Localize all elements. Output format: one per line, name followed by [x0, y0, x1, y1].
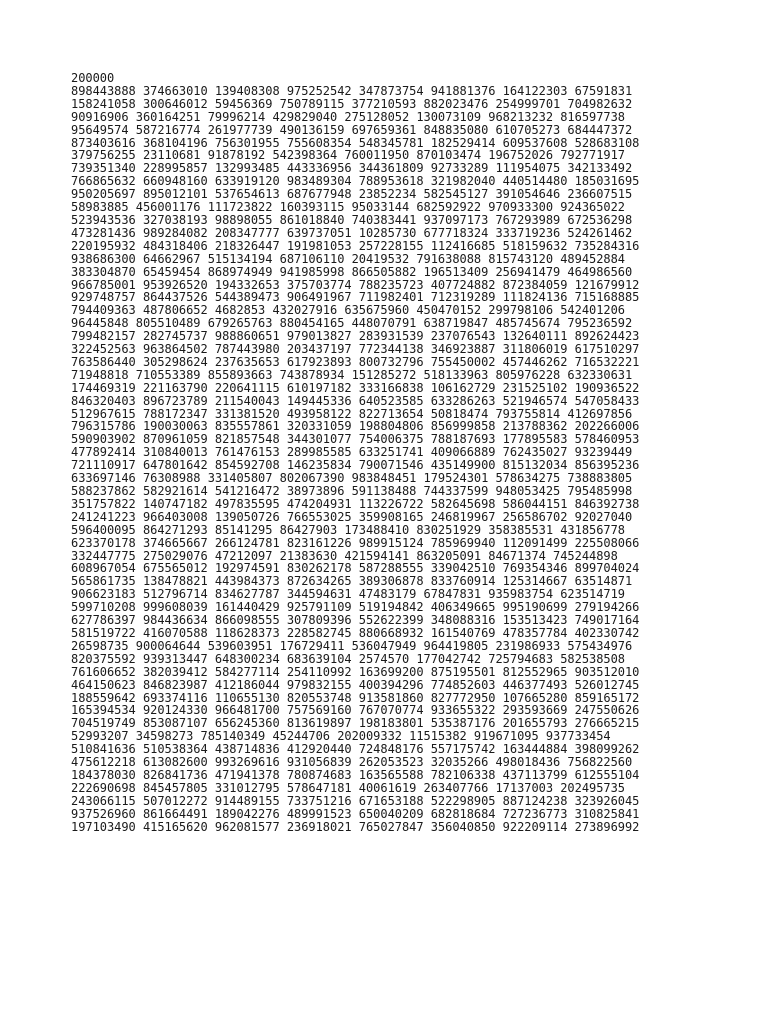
- number-line: 596400095 864271293 85141295 86427903 173488410 830251929 358385531 431856778: [71, 522, 625, 537]
- number-line: 383304870 65459454 868974949 941985998 866505882 196513409 256941479 464986560: [71, 264, 633, 279]
- number-line: 565861735 138478821 443984373 872634265 389306878 833760914 125314667 63514871: [71, 574, 633, 589]
- number-line: 633697146 76308988 331405807 802067390 983848451 179524301 578634275 738883805: [71, 471, 633, 486]
- number-line: 96445848 805510489 679265763 880454165 448070791 638719847 485745674 795236592: [71, 316, 633, 331]
- number-line: 243066115 507012272 914489155 733751216 671653188 522298905 887124238 323926045: [71, 793, 640, 808]
- number-line: 627786397 984436634 866098555 307809396 552622399 348088316 153513423 749017164: [71, 613, 640, 628]
- number-line: 599710208 999608039 161440429 925791109 519194842 406349665 995190699 279194266: [71, 600, 640, 615]
- number-line: 761606652 382039412 584277114 254110992 163699200 875195501 812552965 903512010: [71, 664, 640, 679]
- number-line: 197103490 415165620 962081577 236918021 765027847 356040850 922209114 273896992: [71, 819, 640, 834]
- number-line: 523943536 327038193 98898055 861018840 740383441 937097173 767293989 672536298: [71, 212, 633, 227]
- number-line: 71948818 710553389 855893663 743878934 151285272 518133963 805976228 632330631: [71, 367, 633, 382]
- number-line: 763586440 305298624 237635653 617923893 800732796 755450002 457446262 716532221: [71, 354, 640, 369]
- number-line: 52993207 34598273 785140349 45244706 202009332 11515382 919671095 937733454: [71, 729, 611, 744]
- number-line: 796315786 190030063 835557861 320331059 198804806 856999858 213788362 202266006: [71, 419, 640, 434]
- number-line: 220195932 484318406 218326447 191981053 257228155 112416685 518159632 735284316: [71, 238, 640, 253]
- count-line: 200000: [71, 71, 115, 85]
- text-document: [71, 72, 731, 833]
- number-line: 721110917 647801642 854592708 146235834 790071546 435149900 815132034 856395236: [71, 458, 640, 473]
- number-line: 623370178 374665667 266124781 823161226 989915124 785969940 112091499 225508066: [71, 535, 640, 550]
- number-line: 846320403 896723789 211540043 149445336 640523585 633286263 521946574 547058433: [71, 393, 640, 408]
- number-line: 820375592 939313447 648300234 683639104 2574570 177042742 725794683 582538508: [71, 651, 625, 666]
- number-line: 608967054 675565012 192974591 830262178 587288555 339042510 769354346 899704024: [71, 561, 640, 576]
- number-line: 58983885 456001176 111723822 160393115 95033144 682592922 970933300 924365022: [71, 200, 625, 215]
- number-line: 938686300 64662967 515134194 687106110 20419532 791638088 815743120 489452884: [71, 251, 625, 266]
- number-line: 332447775 275029076 47212097 21383630 421594141 863205091 84671374 745244898: [71, 548, 618, 563]
- number-line: 950205697 895012101 537654613 687677948 23852234 582545127 391054646 236607515: [71, 187, 633, 202]
- number-line: 184378030 826841736 471941378 780874683 163565588 782106338 437113799 612555104: [71, 767, 640, 782]
- number-line: 95649574 587216774 261977739 490136159 697659361 848835080 610705273 684447372: [71, 122, 633, 137]
- number-line: 165394534 920124330 966481700 757569160 767070774 933655322 293593669 247550626: [71, 703, 640, 718]
- number-line: 966785001 953926520 194332653 375703774 788235723 407724882 872384059 121679912: [71, 277, 640, 292]
- number-line: 898443888 374663010 139408308 975252542 347873754 941881376 164122303 67591831: [71, 83, 633, 98]
- number-line: 379756255 23110681 91878192 542398364 760011950 870103474 196752026 792771917: [71, 148, 625, 163]
- number-line: 351757822 140747182 497835595 474204931 113226722 582645698 586044151 846392738: [71, 496, 640, 511]
- number-line: 799482157 282745737 988860651 979013827 283931539 237076543 132640111 892624423: [71, 329, 640, 344]
- number-line: 929748757 864437526 544389473 906491967 711982401 712319289 111824136 715168885: [71, 290, 640, 305]
- number-line: 906623183 512796714 834627787 344594631 47483179 67847831 935983754 623514719: [71, 587, 625, 602]
- number-line: 222690698 845457805 331012795 578647181 40061619 263407766 17137003 202495735: [71, 780, 625, 795]
- number-line: 510841636 510538364 438714836 412920440 724848176 557175742 163444884 398099262: [71, 742, 640, 757]
- number-line: 937526960 861664491 189042276 489991523 650040209 682818684 727236773 310825841: [71, 806, 640, 821]
- number-line: 512967615 788172347 331381520 493958122 822713654 50818474 793755814 412697856: [71, 406, 633, 421]
- number-line: 464150623 846823987 412186044 979832155 400394296 774852603 446377493 526012745: [71, 677, 640, 692]
- number-line: 90916906 360164251 79996214 429829040 275128052 130073109 968213232 816597738: [71, 109, 625, 124]
- number-line: 475612218 613082600 993269616 931056839 262053523 32035266 498018436 756822560: [71, 755, 633, 770]
- number-line: 794409363 487806652 4682853 432027916 635675960 450470152 299798106 542401206: [71, 303, 625, 318]
- number-line: 477892414 310840013 761476153 289985585 633251741 409066889 762435027 93239449: [71, 445, 633, 460]
- number-line: 322452563 963864502 787443980 203437197 772344138 346923887 311806019 617510297: [71, 342, 640, 357]
- number-line: 766865632 660948160 633919120 983489304 788953618 321982040 440514480 185031695: [71, 174, 640, 189]
- number-line: 158241058 300646012 59456369 750789115 377210593 882023476 254999701 704982632: [71, 96, 633, 111]
- number-line: 241241223 966403008 139050726 766553025 359908165 246819967 256586702 92027040: [71, 509, 633, 524]
- number-line: 588237862 582921614 541216472 38973896 591138488 744337599 948053425 795485998: [71, 484, 633, 498]
- number-line: 873403616 368104196 756301955 755608354 548345781 182529414 609537608 528683108: [71, 135, 640, 150]
- number-line: 473281436 989284082 208347777 639737051 10285730 677718324 333719236 524261462: [71, 225, 633, 240]
- number-line: 174469319 221163790 220641115 610197182 333166838 106162729 231525102 190936522: [71, 380, 640, 395]
- number-line: 188559642 693374116 110655130 820553748 913581860 827772950 107665280 859165172: [71, 690, 640, 705]
- number-line: 704519749 853087107 656245360 813619897 198183801 535387176 201655793 276665215: [71, 716, 640, 731]
- number-line: 739351340 228995857 132993485 443336956 344361809 92733289 111954075 342133492: [71, 161, 633, 176]
- number-line: 581519722 416070588 118628373 228582745 880668932 161540769 478357784 402330742: [71, 625, 640, 640]
- number-line: 590903902 870961059 821857548 344301077 754006375 788187693 177895583 578460953: [71, 432, 640, 447]
- number-line: 26598735 900064644 539603951 176729411 536047949 964419805 231986933 575434976: [71, 638, 633, 653]
